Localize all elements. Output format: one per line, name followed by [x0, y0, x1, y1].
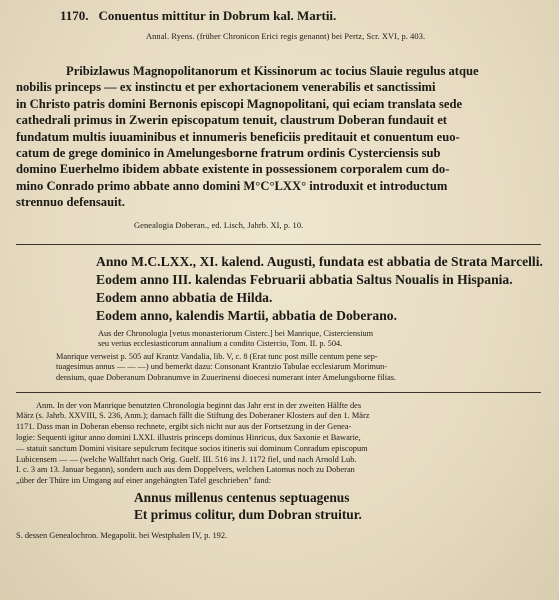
source-citation-annals: Annal. Ryens. (früher Chronicon Erici regis genannt) bei Pertz, Scr. XVI, p. 403.	[146, 32, 426, 41]
annals-line: Anno M.C.LXX., XI. kalend. Augusti, fundata est abbatia de Strata Marcelli.	[96, 253, 543, 269]
annotation-line: logie: Sequenti igitur anno domini LXXI. illustris princeps dominus Hinricus, dux Saxonie et Bawarie,	[16, 433, 361, 443]
verse-block	[134, 489, 541, 523]
annotation-line: „über der Thüre im Umgang auf einer angehängten Tafel geschrieben" fand:	[16, 476, 272, 486]
genealogy-line: cathedrali primus in Zwerin episcopatum tenuit, claustrum Doberan fundauit et	[16, 113, 447, 128]
annals-line: Eodem anno, kalendis Martii, abbatia de Doberano.	[96, 307, 397, 323]
genealogy-line: Pribizlawus Magnopolitanorum et Kissinorum ac tocius Slauie regulus atque	[66, 64, 479, 78]
annotation-line: — statuit sanctum Domini visitare sepulcrum fecitque socios itineris sui dominum Conradum episcopum	[16, 443, 368, 453]
annotation-block	[16, 401, 541, 487]
genealogy-line: in Christo patris domini Bernonis episcopi Magnopolitani, qui eciam translata sede	[16, 96, 463, 111]
genealogy-line: nobilis princeps — ex instinctu et per exhortacionem venerabilis et sanctissimi	[16, 80, 436, 95]
verse-line: Annus millenus centenus septuagenus	[134, 490, 350, 505]
divider	[16, 392, 541, 393]
citation-line: seu verius ecclesiasticorum annalium a condito Cistercio, Tom. II. p. 504.	[98, 339, 343, 349]
annotation-line: Anm. In der von Manrique benutzten Chronologia beginnt das Jahr erst in der zweiten Hälfte des	[36, 400, 362, 410]
genealogy-line: fundatum multis iuuaminibus et innumeris beneficiis preditauit et conuentum euo-	[16, 129, 460, 144]
divider	[16, 244, 541, 245]
charter-number: 1170.	[60, 8, 89, 23]
manrique-line: Manrique verweist p. 505 auf Krantz Vandalia, lib. V, c. 8 (Erat tunc post mille centum pene sep-	[56, 351, 378, 361]
manrique-line: tuagesimus annus — — —) und bemerkt dazu: Consonant Krantzio Tabulae ecclesiarum Morimun-	[56, 362, 388, 372]
annotation-line: März (s. Jahrb. XXVIII, S. 236, Anm.); darnach fällt die Stiftung des Doberaner Klosters auf den 1. März	[16, 411, 370, 421]
genealogy-line: strennuo defensauit.	[16, 195, 125, 210]
genealogy-line: catum de grege dominico in Amelungesborne fratrum ordinis Cysterciensis sub	[16, 146, 441, 161]
charter-title: Conuentus mittitur in Dobrum kal. Martii.	[98, 8, 337, 23]
annals-line: Eodem anno abbatia de Hilda.	[96, 289, 273, 305]
footer-citation: S. dessen Genealochron. Megapolit. bei Westphalen IV, p. 192.	[16, 531, 228, 540]
annotation-line: I. c. 3 am 13. Januar begann), sondern auch aus dem Doppelvers, welchen Latomus noch zu Doberan	[16, 465, 355, 475]
manrique-note	[56, 352, 541, 384]
annals-block	[96, 253, 541, 325]
annals-line: Eodem anno III. kalendas Februarii abbatia Saltus Noualis in Hispania.	[96, 271, 513, 287]
genealogy-text	[16, 63, 541, 211]
source-citation-genealogy: Genealogia Doberan., ed. Lisch, Jahrb. XI, p. 10.	[134, 220, 304, 230]
annotation-line: 1171. Dass man in Doberan ebenso rechnete, ergibt sich nicht nur aus der Fortsetzung in der Genea-	[16, 422, 352, 432]
genealogy-line: domino Euerhelmo ibidem abbate existente in possessionem corporalem cum do-	[16, 162, 450, 177]
annotation-line: Lubicensem — — (welche Wallfahrt nach Orig. Guelf. III. 516 ins J. 1172 fiel, und nach Arnold Lub.	[16, 454, 357, 464]
verse-line: Et primus colitur, dum Dobran struitur.	[134, 507, 362, 522]
chronologia-citation	[98, 329, 541, 350]
citation-line: Aus der Chronologia [vetus monasteriorum Cisterc.] bei Manrique, Cisterciensium	[98, 328, 374, 338]
charter-header	[60, 8, 541, 24]
genealogy-line: mino Conrado primo abbate anno domini M°C°LXX° introduxit et introductum	[16, 178, 448, 193]
manrique-line: densium, quae Doberanum Dobranumve in Zuuerinensi dioecesi numerant inter Amelungsborne filias.	[56, 373, 397, 383]
